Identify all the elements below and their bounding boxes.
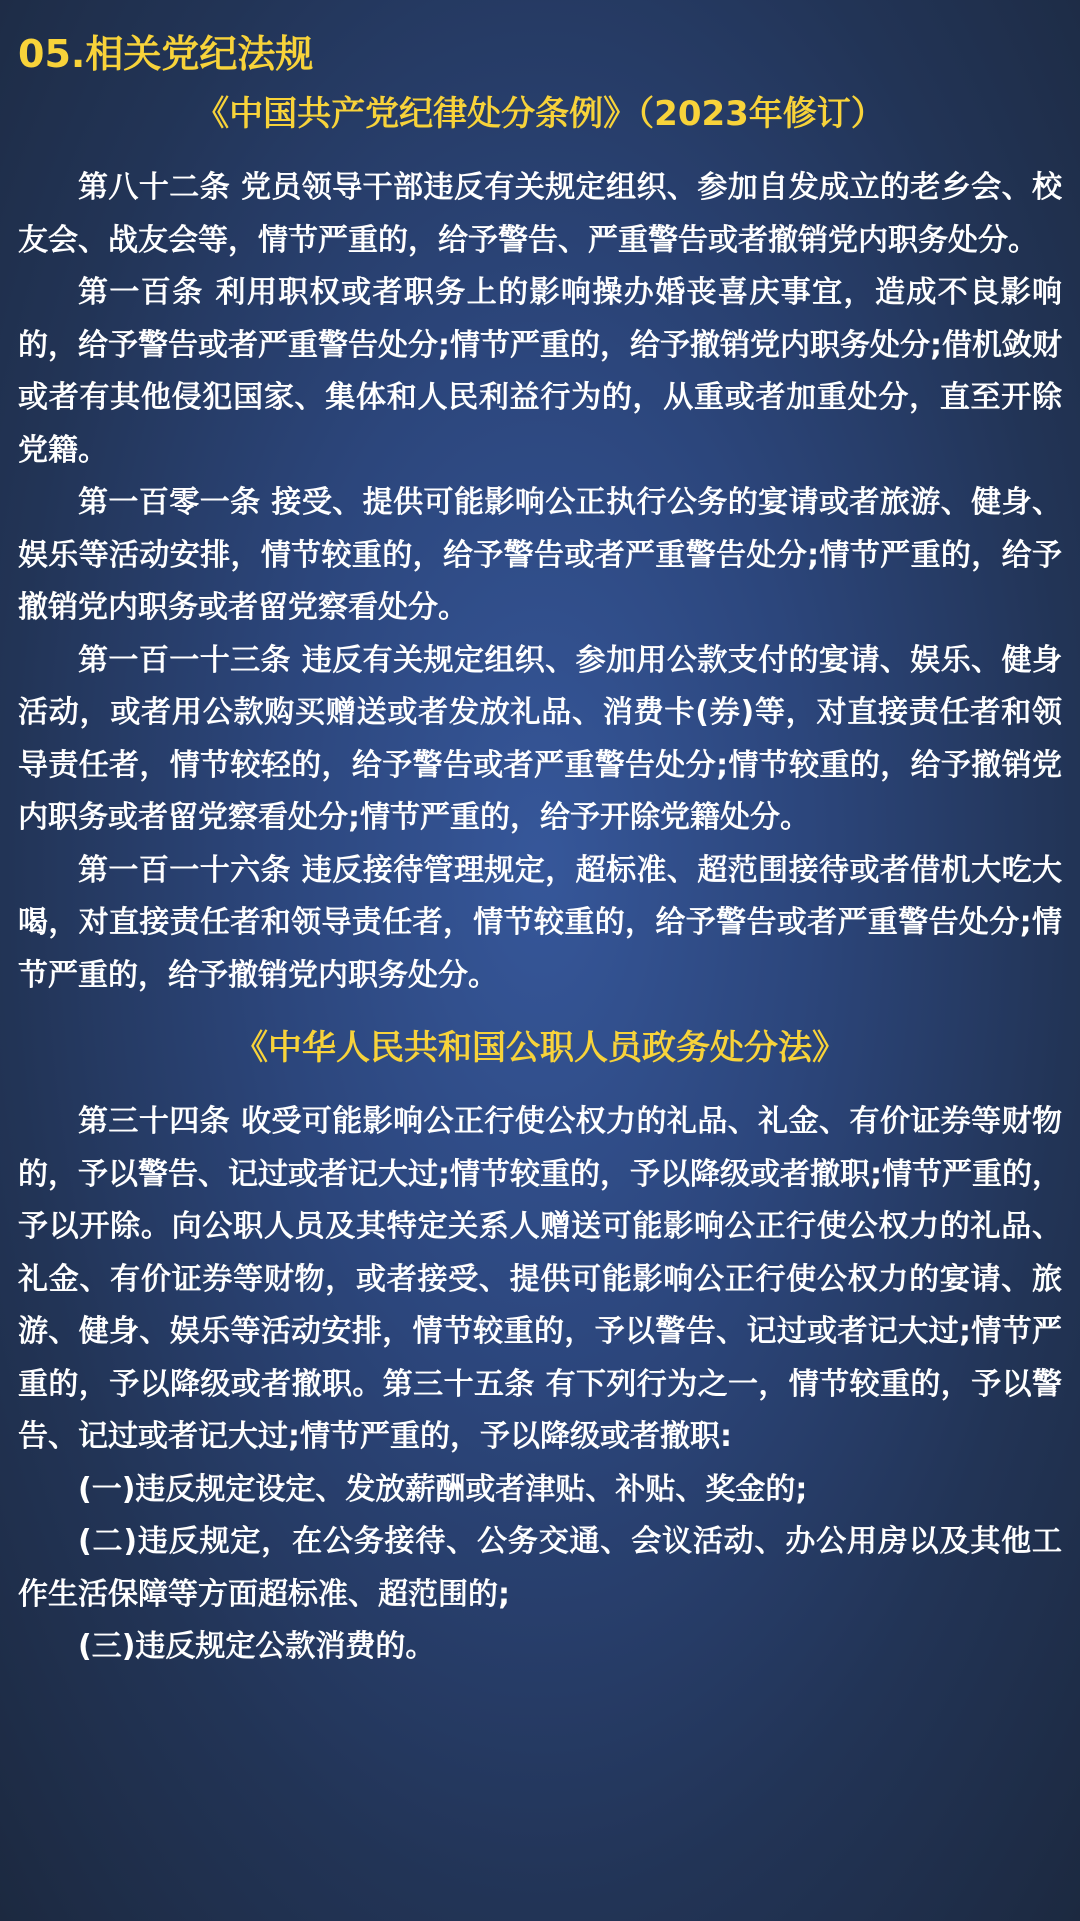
article-34-35: 第三十四条 收受可能影响公正行使公权力的礼品、礼金、有价证券等财物的，予以警告、记过或者记大过;情节较重的，予以降级或者撤职;情节严重的，予以开除。向公职人员及其特定关系人赠送可能影响公正行使公权力的礼品、礼金、有价证券等财物，或者接受、提供可能影响公正行使公权力的宴请、旅游、健身、娱乐等活动安排，情节较重的，予以警告、记过或者记大过;情节严重的，予以降级或者撤职。第三十五条 有下列行为之一，情节较重的，予以警告、记过或者记大过;情节严重的，予以降级或者撤职:	[18, 1104, 1062, 1454]
article-101: 第一百零一条 接受、提供可能影响公正执行公务的宴请或者旅游、健身、娱乐等活动安排，情节较重的，给予警告或者严重警告处分;情节严重的，给予撤销党内职务或者留党察看处分。	[18, 485, 1062, 625]
article-116: 第一百一十六条 违反接待管理规定，超标准、超范围接待或者借机大吃大喝，对直接责任者和领导责任者，情节较重的，给予警告或者严重警告处分;情节严重的，给予撤销党内职务处分。	[18, 852, 1062, 993]
list-item-2: (二)违反规定，在公务接待、公务交通、会议活动、办公用房以及其他工作生活保障等方面超标准、超范围的;	[18, 1524, 1062, 1612]
list-item-1: (一)违反规定设定、发放薪酬或者津贴、补贴、奖金的;	[78, 1471, 808, 1507]
article-113: 第一百一十三条 违反有关规定组织、参加用公款支付的宴请、娱乐、健身活动，或者用公款购买赠送或者发放礼品、消费卡(券)等，对直接责任者和领导责任者，情节较轻的，给予警告或者严重警告处分;情节较重的，给予撤销党内职务或者留党察看处分;情节严重的，给予开除党籍处分。	[18, 642, 1062, 835]
list-item-3: (三)违反规定公款消费的。	[78, 1629, 436, 1664]
document-title-sanctions-law: 《中华人民共和国公职人员政务处分法》	[234, 1028, 846, 1068]
section-heading: 05.相关党纪法规	[18, 32, 314, 76]
document-title-discipline-regulations: 《中国共产党纪律处分条例》（2023年修订）	[195, 94, 885, 134]
article-100: 第一百条 利用职权或者职务上的影响操办婚丧喜庆事宜，造成不良影响的，给予警告或者严重警告处分;情节严重的，给予撤销党内职务处分;借机敛财或者有其他侵犯国家、集体和人民利益行为的，从重或者加重处分，直至开除党籍。	[18, 275, 1062, 468]
article-82: 第八十二条 党员领导干部违反有关规定组织、参加自发成立的老乡会、校友会、战友会等，情节严重的，给予警告、严重警告或者撤销党内职务处分。	[18, 170, 1062, 258]
